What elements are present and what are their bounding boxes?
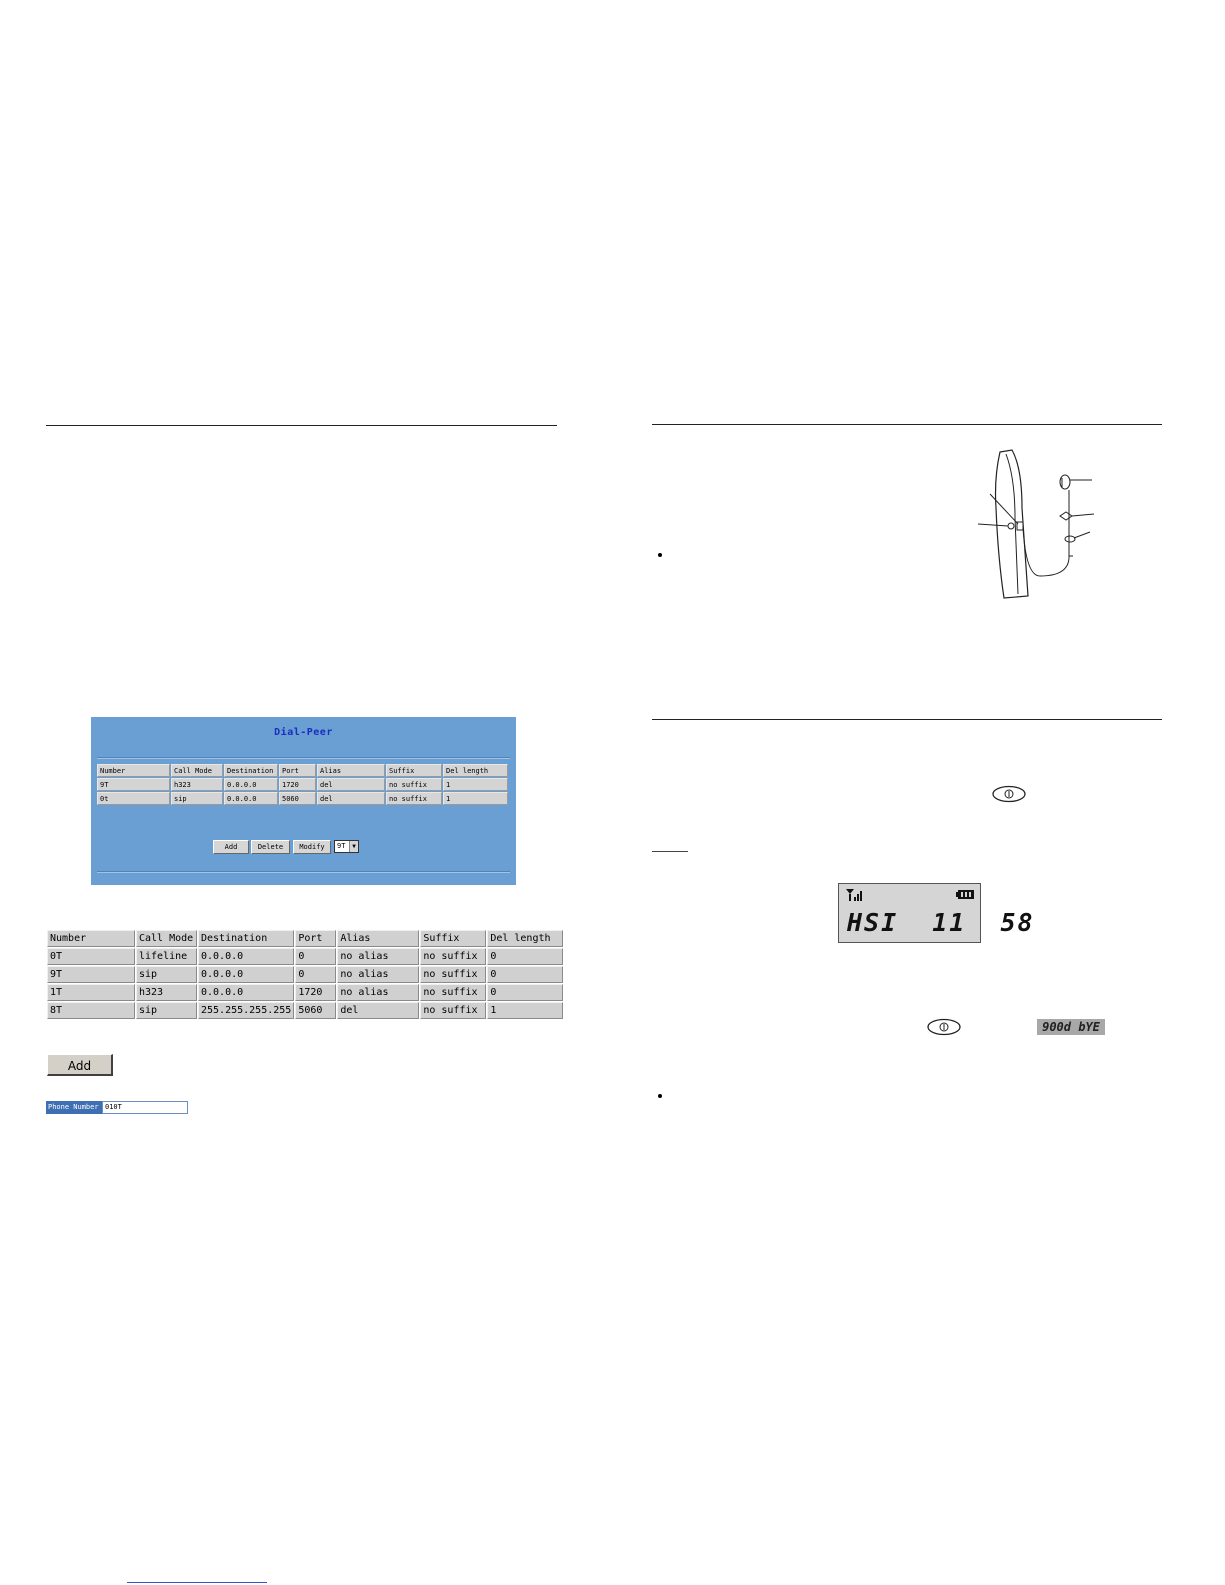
right-page-rule-middle bbox=[652, 719, 1162, 720]
table-cell: 5060 bbox=[295, 1002, 336, 1019]
table-cell: 255.255.255.255 bbox=[198, 1002, 294, 1019]
number-select-value: 9T bbox=[337, 842, 346, 850]
power-key-icon bbox=[926, 1018, 962, 1036]
table-cell: h323 bbox=[171, 778, 223, 791]
header-cell: Del length bbox=[487, 930, 563, 947]
power-key-icon bbox=[991, 785, 1027, 803]
table-row[interactable] bbox=[47, 966, 563, 983]
header-cell: Port bbox=[295, 930, 336, 947]
table-row[interactable] bbox=[47, 1002, 563, 1019]
table-cell: 0 bbox=[295, 966, 336, 983]
table-cell: no suffix bbox=[420, 984, 486, 1001]
right-page-rule-top bbox=[652, 424, 1162, 425]
table-cell: h323 bbox=[136, 984, 197, 1001]
bullet-point bbox=[658, 553, 662, 557]
header-cell: Suffix bbox=[386, 764, 442, 777]
table-row[interactable] bbox=[97, 792, 508, 805]
handset-headset-illustration bbox=[970, 448, 1105, 603]
table-cell: del bbox=[317, 792, 385, 805]
table-cell: sip bbox=[171, 792, 223, 805]
table-row[interactable] bbox=[47, 948, 563, 965]
panel-modify-button[interactable]: Modify bbox=[293, 840, 331, 854]
signal-strength-icon bbox=[846, 889, 868, 901]
table-cell: no suffix bbox=[420, 948, 486, 965]
table-cell: del bbox=[337, 1002, 419, 1019]
table-header-row bbox=[97, 764, 508, 777]
header-cell: Alias bbox=[337, 930, 419, 947]
lcd-text: HSI 11 58 bbox=[847, 908, 1035, 937]
goodbye-display: 900d bYE bbox=[1037, 1019, 1105, 1035]
table-cell: 9T bbox=[47, 966, 135, 983]
lcd-display bbox=[838, 883, 1035, 943]
panel-divider-bottom bbox=[97, 871, 510, 873]
header-cell: Number bbox=[97, 764, 170, 777]
table-cell: 1720 bbox=[279, 778, 316, 791]
table-cell: 1720 bbox=[295, 984, 336, 1001]
table-header-row bbox=[47, 930, 563, 947]
table-cell: 5060 bbox=[279, 792, 316, 805]
footer-link-underline bbox=[127, 1582, 267, 1583]
table-cell: sip bbox=[136, 1002, 197, 1019]
table-cell: no alias bbox=[337, 966, 419, 983]
header-cell: Destination bbox=[198, 930, 294, 947]
table-cell: 0.0.0.0 bbox=[198, 984, 294, 1001]
panel-add-button[interactable]: Add bbox=[213, 840, 249, 854]
panel-divider-top bbox=[97, 757, 510, 759]
header-cell: Del length bbox=[443, 764, 508, 777]
header-cell: Suffix bbox=[420, 930, 486, 947]
header-cell: Number bbox=[47, 930, 135, 947]
table-cell: 0.0.0.0 bbox=[224, 792, 278, 805]
table-cell: 0.0.0.0 bbox=[198, 966, 294, 983]
add-button[interactable]: Add bbox=[47, 1054, 113, 1076]
table-cell: 0t bbox=[97, 792, 170, 805]
table-cell: 0 bbox=[295, 948, 336, 965]
table-cell: 8T bbox=[47, 1002, 135, 1019]
table-cell: no suffix bbox=[386, 792, 442, 805]
table-row[interactable] bbox=[47, 984, 563, 1001]
header-cell: Alias bbox=[317, 764, 385, 777]
battery-icon bbox=[956, 890, 974, 899]
table-cell: 1 bbox=[443, 792, 508, 805]
table-cell: 1T bbox=[47, 984, 135, 1001]
table-cell: lifeline bbox=[136, 948, 197, 965]
dial-peer-table bbox=[96, 763, 509, 806]
table-cell: sip bbox=[136, 966, 197, 983]
table-cell: 0.0.0.0 bbox=[224, 778, 278, 791]
table-cell: no alias bbox=[337, 984, 419, 1001]
table-cell: 0 bbox=[487, 984, 563, 1001]
dial-peer-title: Dial-Peer bbox=[274, 727, 333, 738]
table-cell: no alias bbox=[337, 948, 419, 965]
bullet-point bbox=[658, 1094, 662, 1098]
left-page-rule bbox=[46, 425, 557, 426]
table-cell: 0.0.0.0 bbox=[198, 948, 294, 965]
table-cell: 0T bbox=[47, 948, 135, 965]
phone-number-label: Phone Number bbox=[46, 1101, 102, 1114]
table-cell: 0 bbox=[487, 948, 563, 965]
table-cell: 1 bbox=[487, 1002, 563, 1019]
table-cell: 0 bbox=[487, 966, 563, 983]
header-cell: Call Mode bbox=[171, 764, 223, 777]
phone-number-input[interactable]: 010T bbox=[102, 1101, 188, 1114]
header-cell: Port bbox=[279, 764, 316, 777]
header-cell: Destination bbox=[224, 764, 278, 777]
note-underline bbox=[652, 851, 688, 852]
number-table bbox=[46, 929, 564, 1020]
table-cell: 1 bbox=[443, 778, 508, 791]
table-cell: no suffix bbox=[420, 1002, 486, 1019]
table-cell: 9T bbox=[97, 778, 170, 791]
panel-delete-button[interactable]: Delete bbox=[251, 840, 290, 854]
table-cell: del bbox=[317, 778, 385, 791]
header-cell: Call Mode bbox=[136, 930, 197, 947]
chevron-down-icon[interactable]: ▼ bbox=[349, 841, 358, 852]
table-row[interactable] bbox=[97, 778, 508, 791]
table-cell: no suffix bbox=[386, 778, 442, 791]
table-cell: no suffix bbox=[420, 966, 486, 983]
number-select[interactable] bbox=[334, 840, 359, 853]
